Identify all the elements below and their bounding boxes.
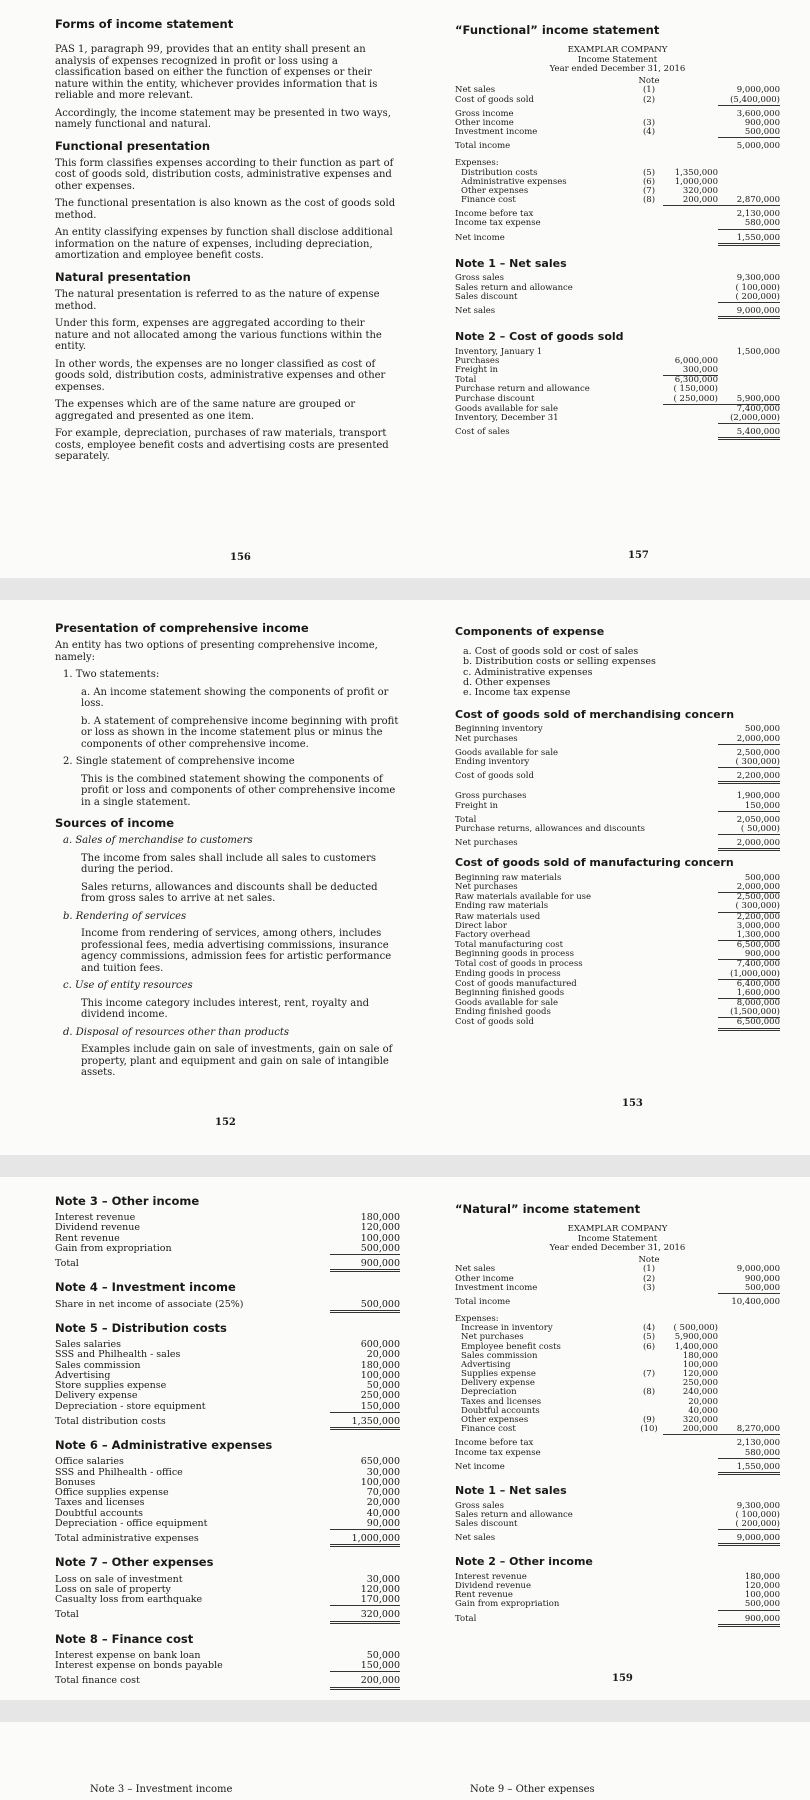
- paragraph: This form classifies expenses according to their function as part of cost of goods sold, distribution costs, administrative expenses and other expenses.: [55, 157, 394, 192]
- table-row: Doubtful accounts 40,000: [461, 1405, 718, 1416]
- paragraph: Examples include gain on sale of investments, gain on sale of property, plant and equipment and gain on sale of intangible assets.: [81, 1044, 393, 1079]
- table-row: Ending goods in process (1,000,000): [455, 968, 780, 979]
- list-item: c. Administrative expenses: [463, 666, 593, 678]
- table-row: Loss on sale of property 120,000: [55, 1583, 400, 1595]
- table-row: Office salaries 650,000: [55, 1456, 400, 1468]
- table-row: Beginning inventory 500,000: [455, 724, 780, 735]
- option-1a: a. An income statement showing the components of profit or loss.: [81, 686, 389, 710]
- note-column-header: [455, 1256, 780, 1265]
- table-row: Total 320,000: [55, 1610, 400, 1623]
- table-row: Depreciation (8) 240,000: [461, 1387, 718, 1398]
- table-row: Income tax expense 580,000: [455, 1447, 780, 1458]
- table-row: Gross purchases 1,900,000: [455, 791, 780, 802]
- forms-heading: Forms of income statement: [55, 17, 234, 31]
- table-row: Distribution costs (5) 1,350,000: [461, 167, 718, 178]
- table-row: Total finance cost 200,000: [55, 1676, 400, 1689]
- table-row: Share in net income of associate (25%) 500,000: [55, 1300, 400, 1313]
- table-row: Cost of goods sold (2) (5,400,000): [455, 94, 780, 105]
- table-row: Advertising 100,000: [461, 1359, 718, 1370]
- table-row: Finance cost (10) 200,000 8,270,000: [461, 1424, 780, 1435]
- source-b: b. Rendering of services: [63, 910, 187, 922]
- table-row: Gross sales 9,300,000: [455, 273, 780, 284]
- table-row: Supplies expense (7) 120,000: [461, 1369, 718, 1380]
- table-row: Beginning raw materials 500,000: [455, 872, 780, 883]
- paragraph: Sales returns, allowances and discounts shall be deducted from gross sales to arrive at net sales.: [81, 881, 378, 905]
- table-row: Advertising 100,000: [55, 1369, 400, 1381]
- paragraph: Under this form, expenses are aggregated according to their nature and not allocated among the various functions within the entity.: [55, 318, 382, 353]
- paragraph: This income category includes interest, rent, royalty and dividend income.: [81, 997, 370, 1021]
- table-row: Direct labor 3,000,000: [455, 920, 780, 931]
- page-number: 152: [215, 1117, 236, 1128]
- table-row: Depreciation - store equipment 150,000: [55, 1400, 400, 1412]
- table-row: Inventory, January 1 1,500,000: [455, 346, 780, 357]
- table-row: Depreciation - office equipment 90,000: [55, 1517, 400, 1529]
- natural-statement-heading: “Natural” income statement: [455, 1202, 641, 1216]
- table-row: Cost of goods sold 6,500,000: [455, 1018, 780, 1030]
- note2-table: [455, 1573, 780, 1627]
- table-row: Cost of goods sold 2,200,000: [455, 772, 780, 784]
- table-row: Ending finished goods (1,500,000): [455, 1007, 780, 1018]
- source-a: a. Sales of merchandise to customers: [63, 835, 253, 847]
- table-row: Expenses:: [455, 158, 499, 169]
- paragraph: Accordingly, the income statement may be presented in two ways, namely functional and natural.: [55, 107, 391, 131]
- table-row: Net income 1,550,000: [455, 1463, 780, 1475]
- mfg-table: [455, 874, 780, 1031]
- natural-statement-table: [455, 1265, 780, 1474]
- table-row: Total 900,000: [455, 1615, 780, 1627]
- table-row: Bonuses 100,000: [55, 1476, 400, 1488]
- table-row: Interest expense on bank loan 50,000: [55, 1649, 400, 1661]
- note8-table: [55, 1651, 400, 1690]
- functional-statement-table: [455, 86, 780, 245]
- table-row: Administrative expenses (6) 1,000,000: [461, 176, 718, 187]
- table-row: Net income 1,550,000: [455, 234, 780, 246]
- paragraph: An entity has two options of presenting comprehensive income, namely:: [55, 640, 378, 663]
- table-row: Cost of sales 5,400,000: [455, 428, 780, 440]
- natural-heading: Natural presentation: [55, 269, 191, 284]
- note7-table: [55, 1575, 400, 1624]
- table-row: Beginning goods in process 900,000: [455, 949, 780, 960]
- table-row: Casualty loss from earthquake 170,000: [55, 1594, 400, 1606]
- table-row: Factory overhead 1,300,000: [455, 929, 780, 940]
- table-row: Income tax expense 580,000: [455, 218, 780, 229]
- note9-other-expenses-heading: Note 9 – Other expenses: [470, 1784, 595, 1795]
- paragraph: An entity classifying expenses by function shall disclose additional information on the nature of expenses, including depreciation, amortization and employee benefit costs.: [55, 227, 393, 262]
- table-row: Total 2,050,000: [455, 814, 780, 825]
- table-row: Interest revenue 180,000: [455, 1571, 780, 1582]
- table-row: Ending inventory ( 300,000): [455, 756, 780, 767]
- table-row: Sales commission 180,000: [461, 1350, 718, 1361]
- note6-heading: Note 6 – Administrative expenses: [55, 1438, 273, 1453]
- page-160-161-partial: [0, 1722, 810, 1800]
- note2-table: [455, 348, 780, 441]
- paragraph: The natural presentation is referred to as the nature of expense method.: [55, 289, 380, 312]
- table-row: Sales return and allowance ( 100,000): [455, 1509, 780, 1520]
- page2-left-column: [55, 622, 400, 1085]
- note8-heading: Note 8 – Finance cost: [55, 1631, 194, 1646]
- note5-table: [55, 1340, 400, 1430]
- table-row: Total cost of goods in process 7,400,000: [455, 959, 780, 970]
- merch-table: [455, 725, 780, 851]
- option-1: 1. Two statements:: [63, 669, 160, 681]
- note-header: Note: [638, 1255, 660, 1266]
- table-row: Loss on sale of investment 30,000: [55, 1573, 400, 1585]
- table-row: Income before tax 2,130,000: [455, 209, 780, 220]
- table-row: Net sales (1) 9,000,000: [455, 85, 780, 96]
- table-row: Gross income 3,600,000: [455, 108, 780, 119]
- table-row: SSS and Philhealth - sales 20,000: [55, 1349, 400, 1361]
- table-row: Other income (2) 900,000: [455, 1273, 780, 1284]
- statement-period: Year ended December 31, 2016: [549, 1242, 686, 1253]
- table-row: Net sales 9,000,000: [455, 1534, 780, 1546]
- table-row: Sales discount ( 200,000): [455, 291, 780, 302]
- paragraph: The functional presentation is also known as the cost of goods sold method.: [55, 198, 396, 221]
- table-row: Employee benefit costs (6) 1,400,000: [461, 1341, 718, 1352]
- note2-heading: Note 2 – Cost of goods sold: [455, 330, 624, 344]
- page-156-157: [0, 0, 810, 578]
- table-row: Purchase discount ( 250,000) 5,900,000: [455, 393, 780, 404]
- table-row: Interest revenue 180,000: [55, 1212, 400, 1224]
- merch-heading: Cost of goods sold of merchandising concern: [455, 707, 735, 721]
- table-row: Total 6,300,000: [455, 375, 718, 386]
- table-row: Gross sales 9,300,000: [455, 1500, 780, 1511]
- table-row: Net purchases 2,000,000: [455, 882, 780, 892]
- table-row: Raw materials used 2,200,000: [455, 911, 780, 922]
- table-row: Freight in 150,000: [455, 800, 780, 811]
- table-row: Goods available for sale 8,000,000: [455, 998, 780, 1009]
- page-152-153: [0, 600, 810, 1155]
- table-row: Taxes and licenses 20,000: [461, 1396, 718, 1407]
- note1-heading: Note 1 – Net sales: [455, 1483, 567, 1497]
- note7-heading: Note 7 – Other expenses: [55, 1555, 214, 1570]
- note1-table: [455, 1502, 780, 1547]
- table-row: Sales return and allowance ( 100,000): [455, 282, 780, 293]
- page3-right-column: [455, 1203, 780, 1627]
- table-row: Total manufacturing cost 6,500,000: [455, 940, 780, 951]
- page-gap: [0, 1155, 810, 1177]
- table-row: Investment income (4) 500,000: [455, 127, 780, 138]
- note5-heading: Note 5 – Distribution costs: [55, 1320, 227, 1335]
- table-row: Net purchases 2,000,000: [455, 839, 780, 851]
- company-name: EXAMPLAR COMPANY: [567, 45, 668, 56]
- mfg-heading: Cost of goods sold of manufacturing concern: [455, 856, 734, 870]
- table-row: Purchase returns, allowances and discounts ( 50,000): [455, 823, 780, 834]
- functional-statement-heading: “Functional” income statement: [455, 23, 660, 37]
- table-row: SSS and Philhealth - office 30,000: [55, 1466, 400, 1478]
- table-row: Increase in inventory (4) ( 500,000): [461, 1323, 718, 1334]
- option-2: 2. Single statement of comprehensive income: [63, 756, 295, 768]
- table-row: Inventory, December 31 (2,000,000): [455, 413, 780, 423]
- table-row: Income before tax 2,130,000: [455, 1438, 780, 1449]
- table-row: Beginning finished goods 1,600,000: [455, 987, 780, 998]
- table-row: Sales salaries 600,000: [55, 1339, 400, 1351]
- table-row: Ending raw materials ( 300,000): [455, 901, 780, 912]
- table-row: Doubtful accounts 40,000: [55, 1507, 400, 1519]
- table-row: Total income 5,000,000: [455, 141, 780, 152]
- table-row: Other expenses (7) 320,000: [461, 185, 718, 196]
- table-row: Total distribution costs 1,350,000: [55, 1417, 400, 1430]
- table-row: Investment income (3) 500,000: [455, 1282, 780, 1293]
- paragraph: In other words, the expenses are no longer classified as cost of goods sold, distribution costs, administrative expenses and other expenses.: [55, 358, 386, 393]
- statement-period: Year ended December 31, 2016: [549, 63, 686, 74]
- table-row: Rent revenue 100,000: [55, 1232, 400, 1244]
- page1-left-column: [55, 18, 400, 469]
- components-heading: Components of expense: [455, 625, 605, 638]
- page-number: 157: [628, 550, 649, 561]
- note-column-header: [455, 77, 780, 86]
- page-number: 159: [612, 1673, 633, 1684]
- page-158-159: [0, 1177, 810, 1700]
- page2-right-column: [455, 626, 780, 1031]
- option-2-text: This is the combined statement showing the components of profit or loss and components of other comprehensive income in a single statement.: [81, 773, 396, 808]
- table-row: Net sales 9,000,000: [455, 307, 780, 319]
- table-row: Office supplies expense 70,000: [55, 1487, 400, 1499]
- note3-heading: Note 3 – Other income: [55, 1194, 200, 1208]
- table-row: Gain from expropriation 500,000: [455, 1599, 780, 1610]
- paragraph: Income from rendering of services, among others, includes professional fees, media advertising commissions, insurance agency commissions, admission fees for artistic performance and tuition fees.: [81, 928, 392, 974]
- paragraph: The expenses which are of the same nature are grouped or aggregated and presented as one item.: [55, 399, 356, 422]
- paragraph: PAS 1, paragraph 99, provides that an entity shall present an analysis of expenses recognized in profit or loss using a classification based on either the function of expenses or their nature within the entity, whichever provides information that is reliable and more relevant.: [55, 44, 378, 102]
- note2-heading: Note 2 – Other income: [455, 1555, 593, 1569]
- note1-table: [455, 274, 780, 319]
- page-gap: [0, 1700, 810, 1722]
- paragraph: For example, depreciation, purchases of raw materials, transport costs, employee benefit costs and advertising costs are presented separately.: [55, 428, 389, 463]
- table-row: Dividend revenue 120,000: [55, 1222, 400, 1234]
- table-row: Delivery expense 250,000: [55, 1390, 400, 1402]
- note4-heading: Note 4 – Investment income: [55, 1280, 236, 1295]
- components-list: [463, 647, 780, 699]
- table-row: Other expenses (9) 320,000: [461, 1415, 718, 1425]
- table-row: Goods available for sale 2,500,000: [455, 747, 780, 758]
- note3-investment-heading: Note 3 – Investment income: [90, 1784, 233, 1795]
- table-row: Cost of goods manufactured 6,400,000: [455, 978, 780, 989]
- source-d: d. Disposal of resources other than products: [63, 1026, 289, 1038]
- table-row: Purchase return and allowance ( 150,000): [455, 384, 718, 395]
- paragraph: The income from sales shall include all sales to customers during the period.: [81, 852, 377, 876]
- option-1b: b. A statement of comprehensive income beginning with profit or loss as shown in the income statement plus or minus the components of other comprehensive income.: [81, 715, 399, 750]
- table-row: Dividend revenue 120,000: [455, 1581, 780, 1591]
- statement-title: Income Statement: [577, 54, 658, 65]
- page-number: 156: [230, 552, 251, 563]
- note6-table: [55, 1457, 400, 1547]
- note1-heading: Note 1 – Net sales: [455, 256, 567, 270]
- table-row: Net purchases (5) 5,900,000: [461, 1332, 718, 1343]
- list-item: b. Distribution costs or selling expenses: [463, 656, 656, 668]
- table-row: Total income 10,400,000: [455, 1296, 780, 1307]
- list-item: a. Cost of goods sold or cost of sales: [463, 645, 639, 657]
- table-row: Purchases 6,000,000: [455, 355, 718, 366]
- comprehensive-heading: Presentation of comprehensive income: [55, 621, 309, 635]
- table-row: Total administrative expenses 1,000,000: [55, 1534, 400, 1547]
- table-row: Gain from expropriation 500,000: [55, 1242, 400, 1254]
- list-item: e. Income tax expense: [463, 687, 571, 699]
- table-row: Expenses:: [455, 1314, 499, 1325]
- functional-heading: Functional presentation: [55, 138, 211, 153]
- table-row: Sales discount ( 200,000): [455, 1518, 780, 1529]
- page-number: 153: [622, 1098, 643, 1109]
- page3-left-column: [55, 1195, 400, 1690]
- table-row: Delivery expense 250,000: [461, 1378, 718, 1389]
- sources-heading: Sources of income: [55, 816, 175, 831]
- list-item: d. Other expenses: [463, 676, 551, 688]
- table-row: Goods available for sale 7,400,000: [455, 403, 780, 414]
- table-row: Net purchases 2,000,000: [455, 733, 780, 744]
- table-row: Taxes and licenses 20,000: [55, 1497, 400, 1509]
- page-gap: [0, 578, 810, 600]
- statement-title: Income Statement: [577, 1233, 658, 1244]
- table-row: Store supplies expense 50,000: [55, 1380, 400, 1392]
- table-row: Other income (3) 900,000: [455, 117, 780, 128]
- page1-right-column: [455, 24, 780, 440]
- table-row: Freight in 300,000: [455, 365, 718, 376]
- note3-table: [55, 1213, 400, 1272]
- source-c: c. Use of entity resources: [63, 980, 193, 992]
- note-header: Note: [638, 76, 660, 87]
- table-row: Net sales (1) 9,000,000: [455, 1264, 780, 1275]
- table-row: Interest expense on bonds payable 150,000: [55, 1660, 400, 1672]
- table-row: Finance cost (8) 200,000 2,870,000: [461, 195, 780, 206]
- table-row: Sales commission 180,000: [55, 1359, 400, 1371]
- company-name: EXAMPLAR COMPANY: [567, 1224, 668, 1235]
- table-row: Total 900,000: [55, 1259, 400, 1272]
- table-row: Raw materials available for use 2,500,000: [455, 892, 780, 903]
- table-row: Rent revenue 100,000: [455, 1590, 780, 1601]
